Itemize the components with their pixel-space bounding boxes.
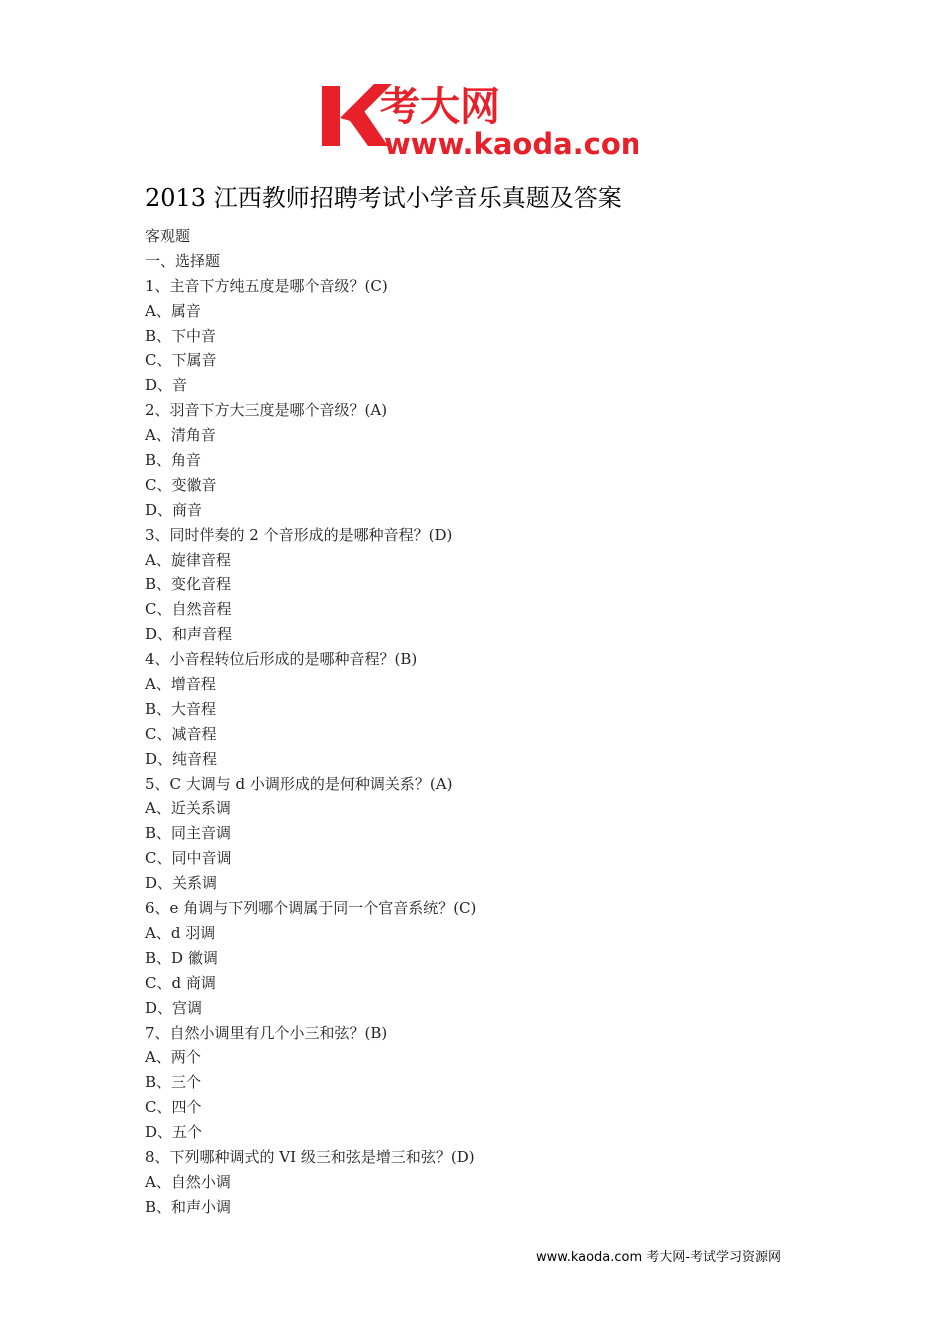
text-line: 2、羽音下方大三度是哪个音级？(A): [145, 401, 388, 420]
text-line: D、宫调: [145, 998, 203, 1017]
text-line: D、音: [145, 376, 188, 395]
text-line: C、变徽音: [145, 475, 217, 494]
text-line: B、变化音程: [145, 575, 232, 594]
text-line: A、两个: [145, 1048, 201, 1067]
text-line: 一、选择题: [145, 251, 221, 270]
text-line: C、下属音: [145, 351, 217, 370]
footer-source: www.kaoda.com 考大网-考试学习资源网: [536, 1250, 781, 1265]
text-line: D、五个: [145, 1123, 203, 1142]
text-line: A、清角音: [145, 426, 216, 445]
text-line: D、和声音程: [145, 625, 233, 644]
text-line: C、同中音调: [145, 849, 232, 868]
text-line: A、属音: [145, 301, 201, 320]
text-line: 3、同时伴奏的 2 个音形成的是哪种音程？(D): [145, 525, 453, 544]
question-list: [145, 224, 476, 1220]
text-line: A、近关系调: [145, 799, 231, 818]
text-line: A、自然小调: [145, 1172, 231, 1191]
text-line: 客观题: [145, 227, 191, 245]
kaoda-logo: [318, 78, 638, 160]
text-line: B、三个: [145, 1073, 202, 1092]
text-line: A、增音程: [145, 675, 216, 694]
text-line: 6、e 角调与下列哪个调属于同一个官音系统？(C): [145, 899, 477, 918]
logo-url: www.kaoda.com: [384, 127, 638, 160]
text-line: 4、小音程转位后形成的是哪种音程？(B): [145, 650, 418, 669]
text-line: B、角音: [145, 451, 202, 470]
text-line: 5、C 大调与 d 小调形成的是何种调关系？(A): [145, 774, 453, 793]
text-line: B、D 徽调: [145, 948, 218, 967]
text-line: B、下中音: [145, 326, 217, 345]
text-line: C、减音程: [145, 724, 217, 743]
text-line: 8、下列哪种调式的 VI 级三和弦是增三和弦？(D): [145, 1147, 475, 1166]
text-line: A、旋律音程: [145, 550, 231, 569]
text-line: D、关系调: [145, 874, 218, 893]
text-line: C、d 商调: [145, 973, 216, 992]
text-line: D、纯音程: [145, 749, 218, 768]
text-line: C、自然音程: [145, 600, 232, 619]
text-line: D、商音: [145, 500, 203, 519]
logo-brand: 考大网: [380, 84, 500, 130]
text-line: C、四个: [145, 1098, 202, 1117]
text-line: 1、主音下方纯五度是哪个音级？(C): [145, 276, 388, 295]
text-line: A、d 羽调: [145, 923, 216, 942]
text-line: B、和声小调: [145, 1197, 232, 1216]
text-line: 7、自然小调里有几个小三和弦？(B): [145, 1023, 388, 1042]
page-title: 2013 江西教师招聘考试小学音乐真题及答案: [145, 184, 622, 212]
text-line: B、大音程: [145, 699, 217, 718]
text-line: B、同主音调: [145, 824, 232, 843]
